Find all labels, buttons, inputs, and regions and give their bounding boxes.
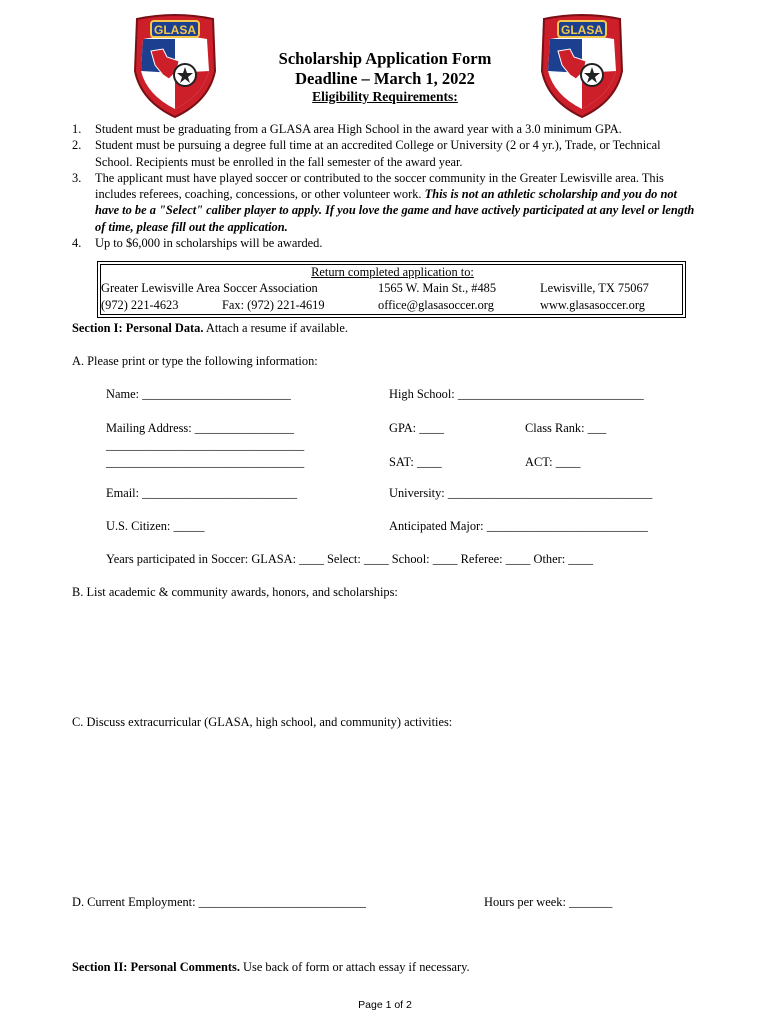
hours-per-week-field[interactable]: Hours per week: _______ <box>484 895 613 909</box>
part-a-label: A. Please print or type the following information: <box>72 354 318 368</box>
part-b-label: B. List academic & community awards, honors, and scholarships: <box>72 585 398 599</box>
page-number: Page 1 of 2 <box>358 999 412 1011</box>
act-field[interactable]: ACT: ____ <box>525 455 581 469</box>
email-link[interactable]: office@glasasoccer.org <box>378 298 494 312</box>
gpa-field[interactable]: GPA: ____ <box>389 421 444 435</box>
requirement-item: 1. Student must be graduating from a GLASA area High School in the award year with a 3.0 minimum GPA. <box>72 122 622 136</box>
soccer-years-field[interactable]: Years participated in Soccer: GLASA: ____ Select: ____ School: ____ Referee: ____ Other: ____ <box>106 552 594 566</box>
city-state: Lewisville, TX 75067 <box>540 281 649 295</box>
logo-text: GLASA <box>154 23 196 37</box>
part-c-label: C. Discuss extracurricular (GLASA, high school, and community) activities: <box>72 715 453 729</box>
class-rank-field[interactable]: Class Rank: ___ <box>525 421 607 435</box>
deadline: Deadline – March 1, 2022 <box>295 69 475 88</box>
university-field[interactable]: University: _________________________________ <box>389 486 653 500</box>
section-2-heading: Section II: Personal Comments. Use back of form or attach essay if necessary. <box>72 960 470 974</box>
mailing-address: 1565 W. Main St., #485 <box>378 281 497 295</box>
high-school-field[interactable]: High School: ______________________________ <box>389 387 644 401</box>
requirement-item: 4. Up to $6,000 in scholarships will be awarded. <box>72 236 323 251</box>
requirement-emphasis: This is not an athletic scholarship and you do not have to be a "Select" caliber player to apply. If you love the game and have actively participated at any level or length of time, please fill out the application. <box>95 187 695 234</box>
website-link[interactable]: www.glasasoccer.org <box>540 298 645 312</box>
email-field[interactable]: Email: _________________________ <box>106 486 298 500</box>
return-address-box <box>97 261 686 318</box>
section-1-heading: Section I: Personal Data. Attach a resume if available. <box>72 321 348 335</box>
requirement-item: 2. Student must be pursuing a degree full time at an accredited College or University (2 or 4 yr.), Trade, or Technical School. Recipients must be enrolled in the fall semester of the award year. <box>72 138 661 169</box>
mailing-address-line-3[interactable]: ________________________________ <box>106 455 305 469</box>
return-heading: Return completed application to: <box>311 265 474 279</box>
logo-text: GLASA <box>561 23 603 37</box>
major-field[interactable]: Anticipated Major: __________________________ <box>389 519 648 533</box>
org-name: Greater Lewisville Area Soccer Association <box>101 281 318 295</box>
name-field[interactable]: Name: ________________________ <box>106 387 291 401</box>
eligibility-heading: Eligibility Requirements: <box>312 89 458 104</box>
current-employment-field[interactable]: D. Current Employment: ___________________________ <box>72 895 366 909</box>
form-title: Scholarship Application Form <box>278 49 492 68</box>
requirements-list <box>72 121 697 251</box>
phone: (972) 221-4623 <box>101 298 179 312</box>
sat-field[interactable]: SAT: ____ <box>389 455 442 469</box>
citizen-field[interactable]: U.S. Citizen: _____ <box>106 519 205 533</box>
fax: Fax: (972) 221-4619 <box>222 298 325 312</box>
mailing-address-line-2[interactable]: ________________________________ <box>106 438 305 452</box>
mailing-address-field[interactable]: Mailing Address: ________________ <box>106 421 294 435</box>
requirement-item: 3. The applicant must have played soccer or contributed to the soccer community in the Greater Lewisville area. This includes referees, coaching, concessions, or other volunteer work. This is not an athletic scholarship and you do not have to be a "Select" caliber player to apply. If you love the game and have actively participated at any level or length of time, please fill out the application. <box>72 170 695 234</box>
